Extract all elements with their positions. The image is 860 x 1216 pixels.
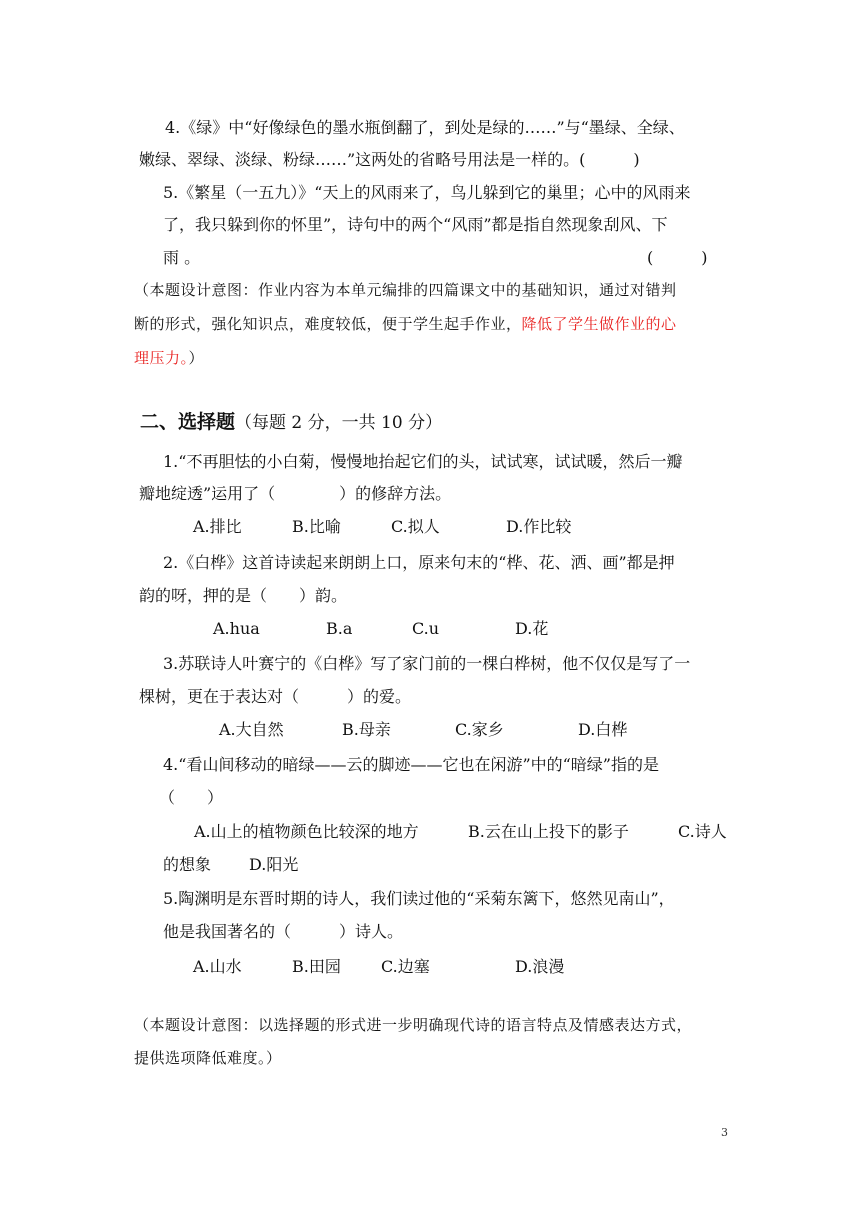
judgment-intent-close: ） <box>188 349 205 367</box>
choice-intent-line1: （本题设计意图：以选择题的形式进一步明确现代诗的语言特点及情感表达方式， <box>134 1016 693 1034</box>
choice-q5-option-c: C.边塞 <box>381 957 430 976</box>
choice-q4-option-c-cont: 的想象 <box>163 855 212 874</box>
judgment-q5-answer-paren: ( ) <box>647 248 708 267</box>
judgment-intent-line2-text: 断的形式，强化知识点，难度较低，便于学生起手作业， <box>134 315 522 333</box>
judgment-intent-line2 <box>134 314 677 334</box>
choice-q2-option-c: C.u <box>412 619 440 638</box>
choice-q1-line1: 1.“不再胆怯的小白菊，慢慢地抬起它们的头，试试寒，试试暖，然后一瓣 <box>163 452 683 471</box>
choice-q2-option-d: D.花 <box>515 619 549 638</box>
judgment-intent-highlight-end: 理压力。 <box>134 349 189 367</box>
choice-intent-line2: 提供选项降低难度。） <box>134 1049 282 1067</box>
judgment-q4-line2: 嫩绿、翠绿、淡绿、粉绿……”这两处的省略号用法是一样的。( ) <box>139 150 640 169</box>
choice-q2-option-a: A.hua <box>213 619 260 638</box>
choice-q3-option-c: C.家乡 <box>455 720 504 739</box>
choice-q1-option-c: C.拟人 <box>391 517 440 536</box>
judgment-intent-highlight: 降低了学生做作业的心 <box>521 315 677 333</box>
judgment-q5-line2: 了，我只躲到你的怀里”，诗句中的两个“风雨”都是指自然现象刮风、下 <box>163 215 668 234</box>
choice-q1-option-d: D.作比较 <box>506 517 572 536</box>
section-title: 二、选择题 <box>140 411 236 433</box>
choice-q3-line2: 棵树，更在于表达对（ ）的爱。 <box>139 687 412 706</box>
choice-q4-line1: 4.“看山间移动的暗绿——云的脚迹——它也在闲游”中的“暗绿”指的是 <box>163 755 659 774</box>
section-heading <box>140 407 442 434</box>
judgment-q4-line1: 4.《绿》中“好像绿色的墨水瓶倒翻了，到处是绿的……”与“墨绿、全绿、 <box>165 118 685 137</box>
choice-q2-option-b: B.a <box>326 619 353 638</box>
choice-q4-option-c: C.诗人 <box>678 822 727 841</box>
choice-q5-option-b: B.田园 <box>292 957 341 976</box>
choice-q3-option-d: D.白桦 <box>578 720 628 739</box>
choice-q2-line2: 韵的呀，押的是（ ）韵。 <box>139 586 348 605</box>
choice-q5-line2: 他是我国著名的（ ）诗人。 <box>163 922 404 941</box>
choice-q5-option-a: A.山水 <box>193 957 242 976</box>
choice-q4-option-d: D.阳光 <box>249 855 299 874</box>
judgment-q5-line3: 雨 。 <box>163 248 201 267</box>
choice-q3-option-b: B.母亲 <box>342 720 391 739</box>
judgment-intent-line3 <box>134 348 204 368</box>
section-subtitle: （每题 2 分，一共 10 分） <box>235 413 443 433</box>
choice-q4-option-b: B.云在山上投下的影子 <box>468 822 629 841</box>
judgment-intent-line1: （本题设计意图：作业内容为本单元编排的四篇课文中的基础知识，通过对错判 <box>134 281 677 299</box>
choice-q2-line1: 2.《白桦》这首诗读起来朗朗上口，原来句末的“桦、花、洒、画”都是押 <box>163 553 675 572</box>
judgment-q5-line1: 5.《繁星（一五九）》“天上的风雨来了，鸟儿躲到它的巢里；心中的风雨来 <box>163 183 691 202</box>
choice-q5-line1: 5.陶渊明是东晋时期的诗人，我们读过他的“采菊东篱下，悠然见南山”， <box>163 889 675 908</box>
choice-q4-line2: （ ） <box>159 788 224 807</box>
page-number: 3 <box>721 1126 728 1139</box>
choice-q3-option-a: A.大自然 <box>219 720 284 739</box>
choice-q4-option-a: A.山上的植物颜色比较深的地方 <box>194 822 419 841</box>
choice-q1-option-b: B.比喻 <box>292 517 341 536</box>
choice-q1-line2: 瓣地绽透”运用了（ ）的修辞方法。 <box>139 484 452 503</box>
choice-q5-option-d: D.浪漫 <box>515 957 565 976</box>
choice-q3-line1: 3.苏联诗人叶赛宁的《白桦》写了家门前的一棵白桦树，他不仅仅是写了一 <box>163 654 691 673</box>
choice-q1-option-a: A.排比 <box>193 517 242 536</box>
